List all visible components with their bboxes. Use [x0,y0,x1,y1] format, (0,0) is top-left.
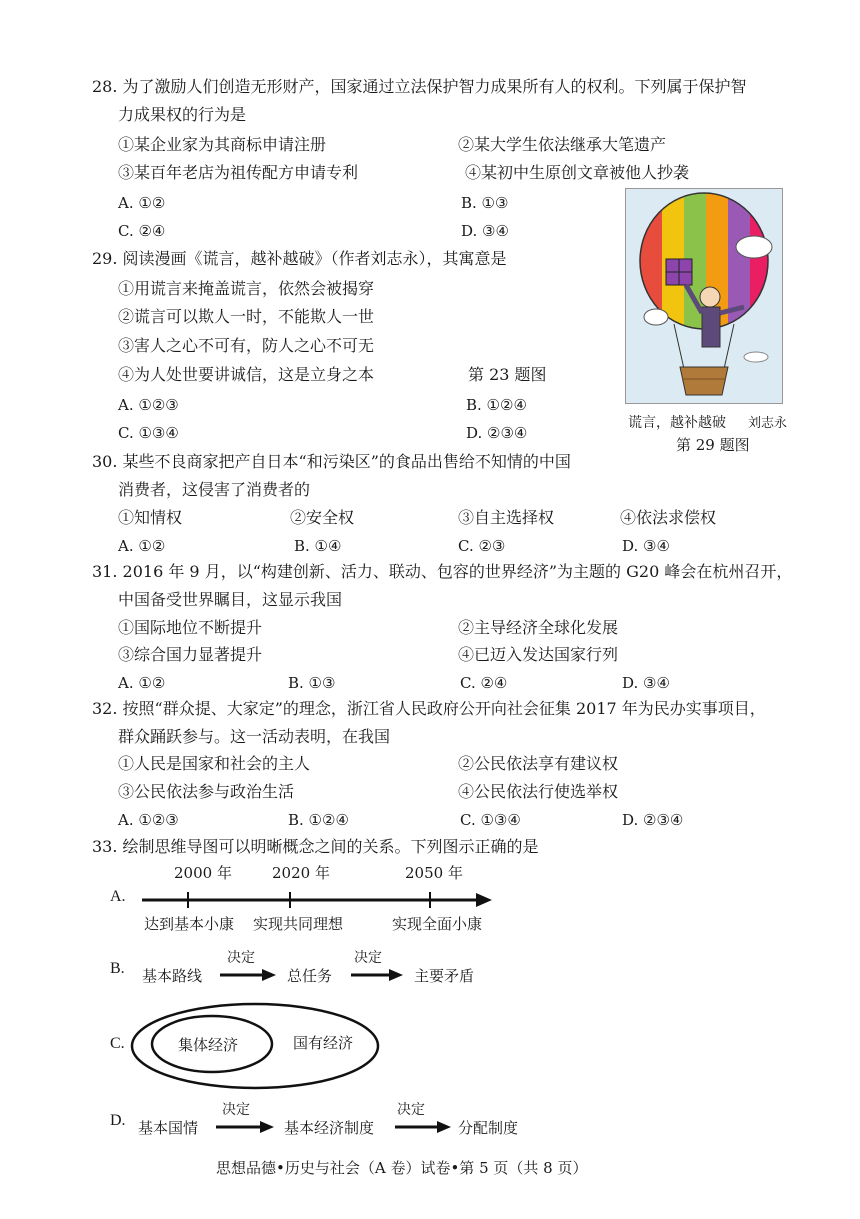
q31-stem-line2: 中国备受世界瞩目，这显示我国 [118,590,343,609]
q29-option-d[interactable]: D. ②③④ [466,424,528,442]
q31-statement-1: ①国际地位不断提升 [118,618,263,637]
q33-d-arrow-label-2: 决定 [397,1102,425,1118]
q30-option-d[interactable]: D. ③④ [622,537,670,555]
q32-stem-line1: 32. 按照“群众提、大家定”的理念，浙江省人民政府公开向社会征集 2017 年为民办实事项目， [92,699,766,718]
q33-timeline-year-2050: 2050 年 [405,864,463,882]
q29-statement-3: ③害人之心不可有，防人之心不可无 [118,336,375,355]
q33-diagram-b-letter[interactable]: B. [110,960,125,977]
q29-figure-note: 第 23 题图 [468,365,547,384]
q28-stem-line2: 力成果权的行为是 [118,105,247,124]
q31-statement-3: ③综合国力显著提升 [118,645,263,664]
q30-stem-line1: 30. 某些不良商家把产自日本“和污染区”的食品出售给不知情的中国 [92,452,571,471]
q32-option-c[interactable]: C. ①③④ [460,811,521,829]
q29-option-a[interactable]: A. ①②③ [118,396,179,414]
q33-b-node-1: 基本路线 [142,967,203,985]
q33-stem: 33. 绘制思维导图可以明晰概念之间的关系。下列图示正确的是 [92,837,539,856]
q33-c-inner-label: 集体经济 [178,1036,239,1054]
q31-option-b[interactable]: B. ①③ [288,674,336,692]
q28-statement-4: ④某初中生原创文章被他人抄袭 [465,163,690,182]
q33-d-arrow-1 [214,1119,276,1135]
q33-b-arrow-1 [218,967,278,983]
q33-diagram-a-letter[interactable]: A. [110,888,126,905]
q29-figure-label: 第 29 题图 [676,436,750,454]
q30-option-a[interactable]: A. ①② [118,537,166,555]
page-footer: 思想品德•历史与社会（A 卷）试卷•第 5 页（共 8 页） [216,1159,588,1177]
q33-b-arrow-label-2: 决定 [354,950,382,966]
q28-option-d[interactable]: D. ③④ [461,222,509,240]
q29-cartoon-author: 刘志永 [748,416,788,431]
q30-option-c[interactable]: C. ②③ [458,537,506,555]
q33-timeline-year-2000: 2000 年 [174,864,232,882]
q33-b-arrow-2 [349,967,405,983]
q33-timeline-label-1: 达到基本小康 [144,915,235,933]
q29-option-c[interactable]: C. ①③④ [118,424,179,442]
q30-option-b[interactable]: B. ①④ [294,537,342,555]
q33-d-node-3: 分配制度 [458,1119,519,1137]
q32-option-a[interactable]: A. ①②③ [118,811,179,829]
q28-option-c[interactable]: C. ②④ [118,222,166,240]
q33-c-outer-label: 国有经济 [293,1034,354,1052]
q28-option-a[interactable]: A. ①② [118,194,166,212]
q33-b-node-2: 总任务 [287,967,333,985]
q30-stem-line2: 消费者，这侵害了消费者的 [118,480,311,499]
q31-statement-4: ④已迈入发达国家行列 [458,645,619,664]
q29-option-b[interactable]: B. ①②④ [466,396,527,414]
q33-timeline-axis [140,890,500,914]
q31-option-c[interactable]: C. ②④ [460,674,508,692]
q30-statement-2: ②安全权 [290,508,355,527]
q33-d-arrow-label-1: 决定 [222,1102,250,1118]
q33-d-arrow-2 [393,1119,453,1135]
q33-d-node-2: 基本经济制度 [284,1119,375,1137]
q33-c-venn [128,1000,394,1092]
q33-d-node-1: 基本国情 [138,1119,199,1137]
q29-cartoon-caption: 谎言，越补越破 [628,415,726,431]
q33-timeline-label-3: 实现全面小康 [392,915,483,933]
q30-statement-1: ①知情权 [118,508,183,527]
q33-b-node-3: 主要矛盾 [414,967,475,985]
q28-stem-line1: 28. 为了激励人们创造无形财产，国家通过立法保护智力成果所有人的权利。下列属于保护智 [92,77,747,96]
q28-statement-2: ②某大学生依法继承大笔遗产 [458,135,667,154]
q32-statement-3: ③公民依法参与政治生活 [118,782,295,801]
q29-statement-2: ②谎言可以欺人一时，不能欺人一世 [118,307,375,326]
q33-b-arrow-label-1: 决定 [227,950,255,966]
q33-timeline-year-2020: 2020 年 [272,864,330,882]
q32-statement-4: ④公民依法行使选举权 [458,782,619,801]
q29-cartoon-balloon-image [625,188,783,404]
q29-stem: 29. 阅读漫画《谎言，越补越破》（作者刘志永），其寓意是 [92,249,507,268]
q28-statement-3: ③某百年老店为祖传配方申请专利 [118,163,359,182]
q29-statement-1: ①用谎言来掩盖谎言，依然会被揭穿 [118,279,375,298]
q32-option-b[interactable]: B. ①②④ [288,811,349,829]
q33-diagram-d-letter[interactable]: D. [110,1112,126,1129]
q30-statement-4: ④依法求偿权 [620,508,717,527]
q32-option-d[interactable]: D. ②③④ [622,811,684,829]
q33-timeline-label-2: 实现共同理想 [253,915,344,933]
q28-option-b[interactable]: B. ①③ [461,194,509,212]
q28-statement-1: ①某企业家为其商标申请注册 [118,135,327,154]
q32-statement-1: ①人民是国家和社会的主人 [118,754,311,773]
q31-option-d[interactable]: D. ③④ [622,674,670,692]
q32-statement-2: ②公民依法享有建议权 [458,754,619,773]
q33-diagram-c-letter[interactable]: C. [110,1035,125,1052]
q29-statement-4: ④为人处世要讲诚信，这是立身之本 [118,365,375,384]
q31-stem-line1: 31. 2016 年 9 月，以“构建创新、活力、联动、包容的世界经济”为主题的 G20 峰会在杭州召开， [92,562,793,581]
q30-statement-3: ③自主选择权 [458,508,555,527]
q32-stem-line2: 群众踊跃参与。这一活动表明，在我国 [118,727,391,746]
q31-option-a[interactable]: A. ①② [118,674,166,692]
q31-statement-2: ②主导经济全球化发展 [458,618,619,637]
